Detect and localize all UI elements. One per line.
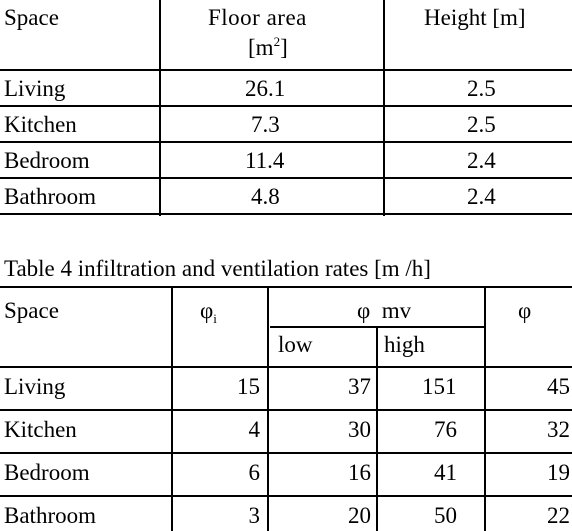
header-floor-area: Floor area [208,5,307,30]
row-low: 16 [348,460,371,485]
row-floor-area: 7.3 [251,112,280,137]
header-floor-area-unit [248,36,288,59]
row-high: 76 [434,417,457,442]
subscript-i: i [213,311,217,326]
row-low: 30 [348,417,371,442]
row-height: 2.4 [467,184,496,209]
floor-area-table [0,0,572,216]
row-space: Living [4,76,66,101]
header-phi-i [200,298,217,326]
table-divider [267,286,269,531]
row-phi: 45 [547,374,570,399]
unit-superscript: 2 [273,34,281,49]
unit-open: [m [248,35,274,60]
row-space: Bathroom [4,503,96,528]
row-phi: 19 [547,460,570,485]
row-floor-area: 11.4 [245,148,285,173]
row-space: Kitchen [4,417,77,442]
table-divider [0,366,572,368]
header-phi-mv: φ mv [357,298,412,323]
row-space: Bathroom [4,184,96,209]
row-space: Living [4,374,66,399]
row-floor-area: 4.8 [251,184,280,209]
table-divider [270,326,486,328]
row-space: Bedroom [4,148,90,173]
table-divider [0,495,572,497]
table-divider [383,0,385,216]
table-divider [0,141,572,143]
row-phi-i: 3 [248,503,260,528]
table-divider [376,326,378,531]
table-divider [0,69,572,71]
row-height: 2.4 [467,148,496,173]
header-height: Height [m] [424,5,526,30]
table-divider [0,452,572,454]
header-space: Space [4,5,59,30]
ventilation-rates-table [0,286,572,531]
row-height: 2.5 [467,112,496,137]
row-phi-i: 15 [237,374,260,399]
row-space: Bedroom [4,460,90,485]
row-floor-area: 26.1 [245,76,286,101]
table-caption: Table 4 infiltration and ventilation rates [m /h] [4,256,431,281]
table-divider [159,0,161,216]
table-divider [484,286,486,531]
row-high: 50 [434,503,457,528]
row-low: 20 [348,503,371,528]
row-phi: 32 [547,417,570,442]
row-phi-i: 4 [248,417,260,442]
row-high: 41 [434,460,457,485]
header-space: Space [4,298,59,323]
table-divider [0,177,572,179]
table-divider [0,105,572,107]
table-divider [0,213,572,215]
row-low: 37 [348,374,371,399]
row-space: Kitchen [4,112,77,137]
header-low: low [278,332,313,357]
row-height: 2.5 [467,76,496,101]
unit-close: ] [280,35,288,60]
row-high: 151 [422,374,457,399]
row-phi: 22 [547,503,570,528]
row-phi-i: 6 [248,460,260,485]
table-divider [0,286,572,288]
table-divider [0,409,572,411]
phi-symbol: φ [200,298,214,323]
table-divider [171,286,173,531]
header-phi: φ [518,298,532,323]
header-high: high [384,332,425,357]
